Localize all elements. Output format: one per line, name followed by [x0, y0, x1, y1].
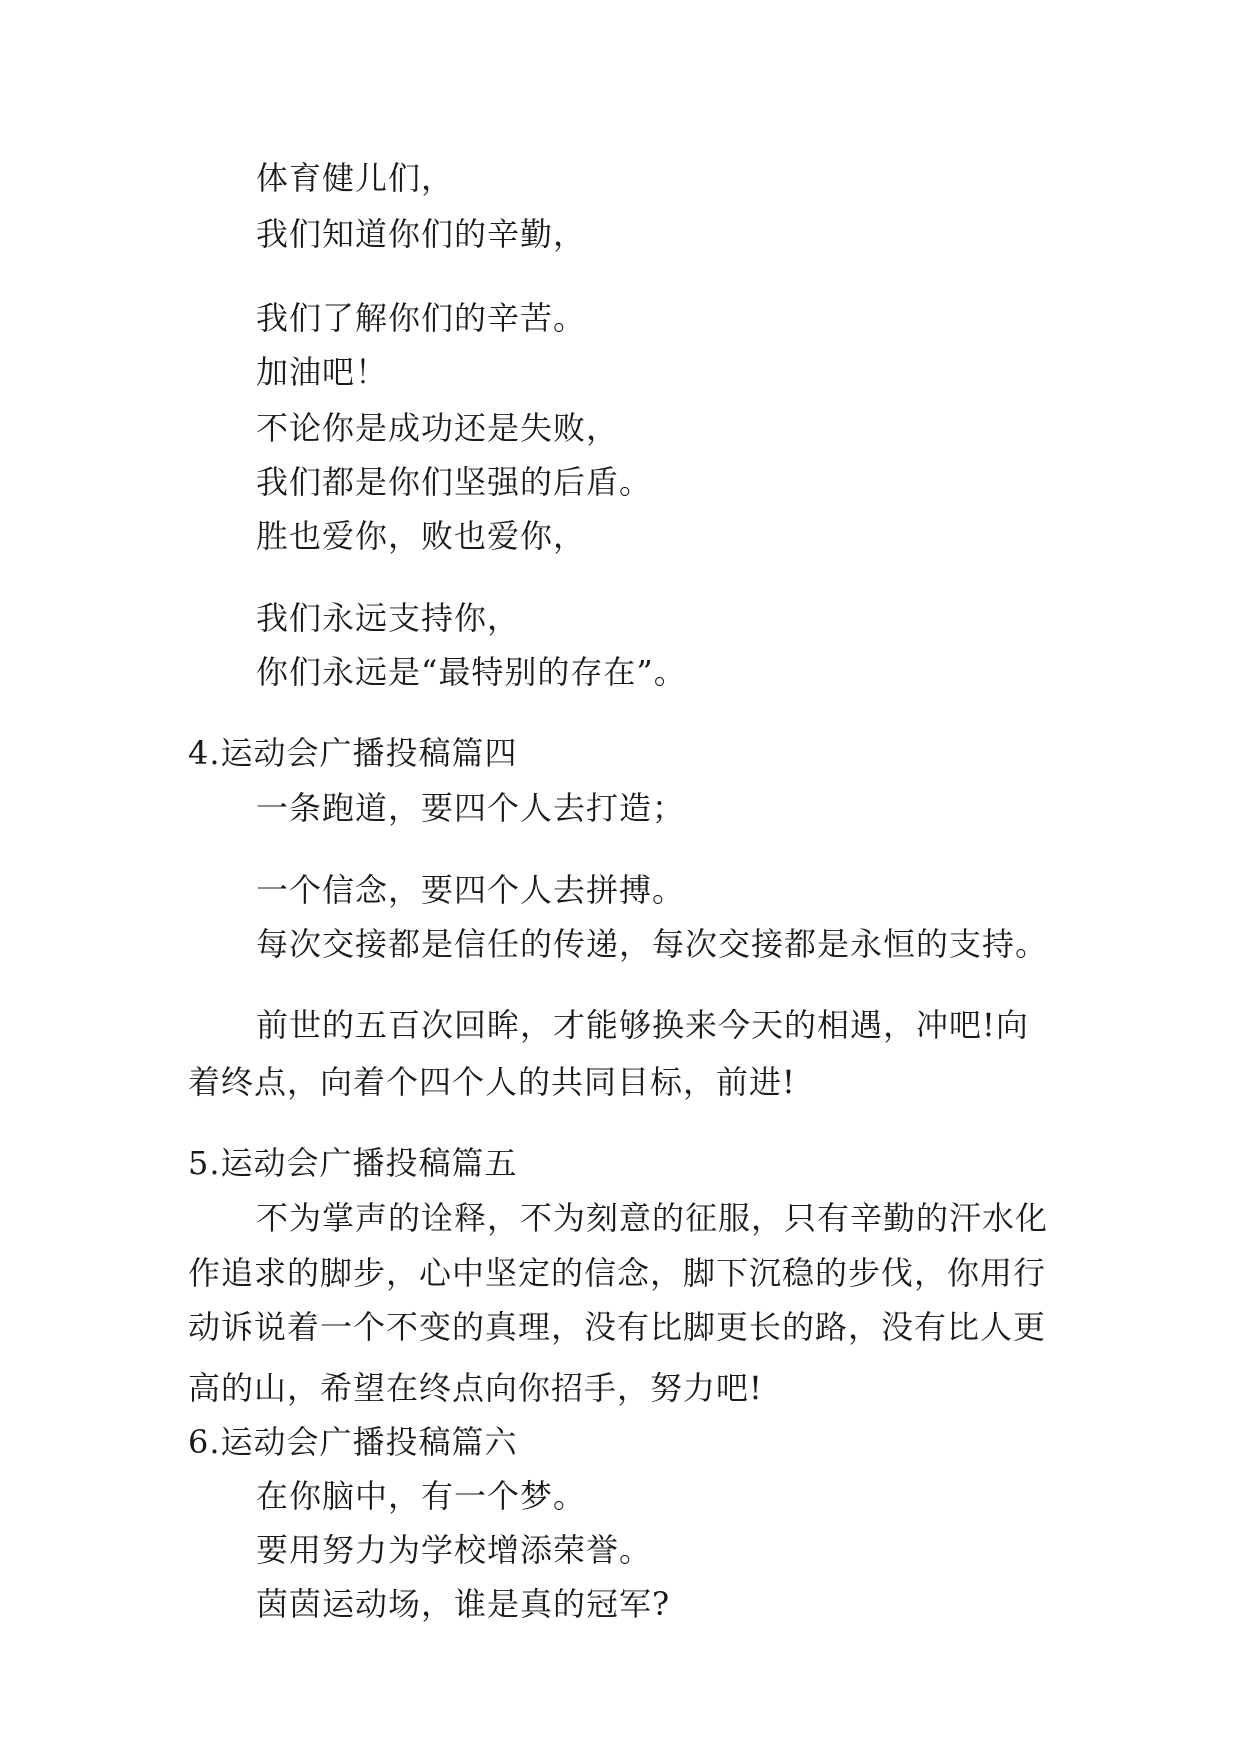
paragraph-line: 着终点，向着个四个人的共同目标，前进! — [188, 1063, 796, 1101]
paragraph-line: 作追求的脚步，心中坚定的信念，脚下沉稳的步伐，你用行 — [188, 1254, 1047, 1292]
paragraph-line: 高的山，希望在终点向你招手，努力吧! — [188, 1369, 763, 1407]
section-heading: 4.运动会广播投稿篇四 — [188, 734, 518, 772]
poem-line: 每次交接都是信任的传递，每次交接都是永恒的支持。 — [256, 925, 1049, 963]
poem-line: 我们都是你们坚强的后盾。 — [256, 463, 653, 501]
poem-line: 一条跑道，要四个人去打造； — [256, 789, 686, 827]
poem-line: 你们永远是“最特别的存在”。 — [256, 653, 687, 691]
paragraph-line: 动诉说着一个不变的真理，没有比脚更长的路，没有比人更 — [188, 1308, 1047, 1346]
poem-line: 加油吧！ — [256, 353, 389, 391]
poem-line: 茵茵运动场，谁是真的冠军? — [256, 1585, 671, 1623]
paragraph-line: 前世的五百次回眸，才能够换来今天的相遇，冲吧!向 — [256, 1006, 1029, 1044]
poem-line: 我们知道你们的辛勤， — [256, 215, 587, 253]
section-heading: 6.运动会广播投稿篇六 — [188, 1423, 518, 1461]
poem-line: 不论你是成功还是失败， — [256, 409, 620, 447]
poem-line: 胜也爱你，败也爱你， — [256, 517, 587, 555]
poem-line: 体育健儿们， — [256, 159, 455, 197]
poem-line: 在你脑中，有一个梦。 — [256, 1477, 587, 1515]
poem-line: 我们了解你们的辛苦。 — [256, 299, 587, 337]
poem-line: 一个信念，要四个人去拼搏。 — [256, 871, 686, 909]
poem-line: 我们永远支持你， — [256, 599, 521, 637]
poem-line: 要用努力为学校增添荣誉。 — [256, 1531, 653, 1569]
paragraph-line: 不为掌声的诠释，不为刻意的征服，只有辛勤的汗水化 — [256, 1199, 1049, 1237]
section-heading: 5.运动会广播投稿篇五 — [188, 1144, 518, 1182]
